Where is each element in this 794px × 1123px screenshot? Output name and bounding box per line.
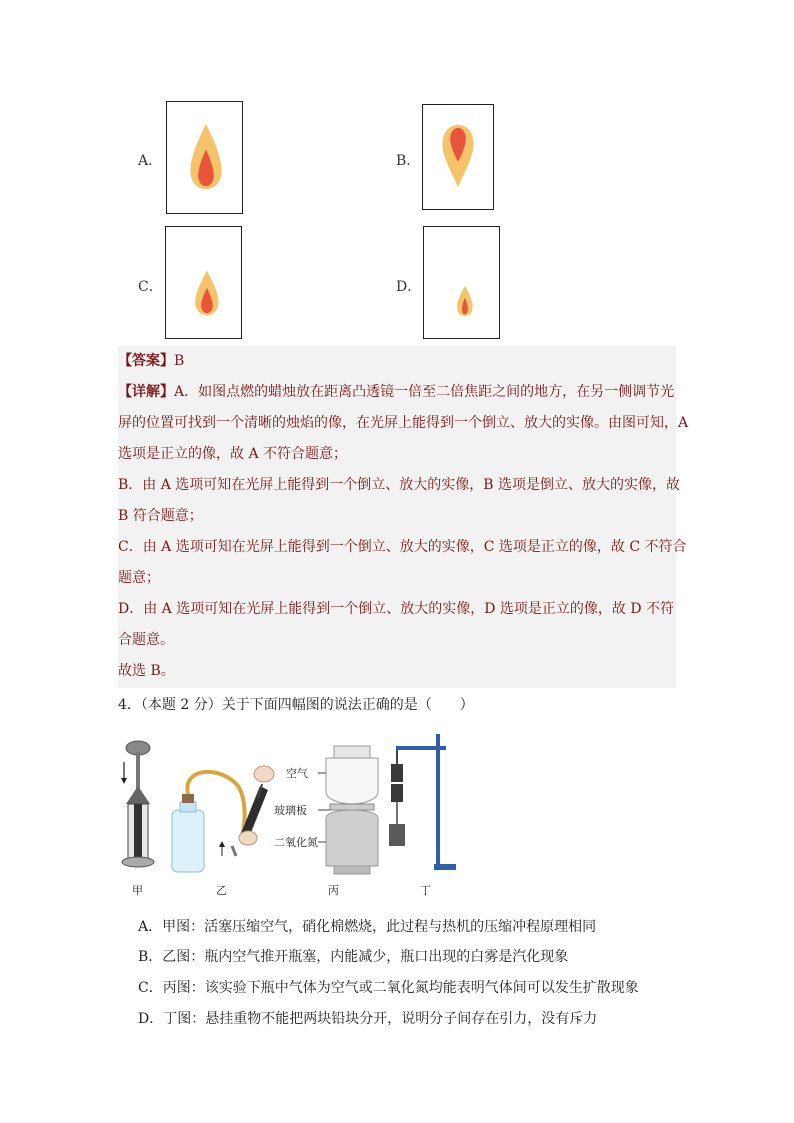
figure-bing-diffusion-jars [318,746,378,874]
figure-label-bing: 丙 [328,884,339,897]
detail-line-1 [118,377,674,408]
option-c-flame-image [165,226,242,339]
detail-line-2: 屏的位置可找到一个清晰的烛焰的像，在光屏上能得到一个倒立、放大的实像。由图可知，A [118,415,689,431]
answer-label: 【答案】 [118,353,174,369]
option-d-letter: D． [396,279,422,295]
option-a-flame-image [166,101,243,214]
answer-value: B [174,353,185,369]
answer-explanation-block [118,346,689,688]
option-b-flame-image [422,104,494,210]
figure-label-ding: 丁 [420,884,431,897]
question-4-choice-c: C．丙图：该实验下瓶中气体为空气或二氧化氮均能表明气体间可以发生扩散现象 [138,980,639,996]
flame-upright-medium-icon [166,227,241,338]
question-4-choice-a: A．甲图：活塞压缩空气，硝化棉燃烧，此过程与热机的压缩冲程原理相同 [138,919,597,935]
detail-label: 【详解】 [118,384,174,400]
detail-line-5: B 符合题意； [118,508,203,524]
detail-line-8: D．由 A 选项可知在光屏上能得到一个倒立、放大的实像，D 选项是正立的像，故 D 不符 [118,601,675,617]
jar-label-glass-plate: 玻璃板 [274,804,307,817]
detail-line-7: 题意； [118,570,160,586]
option-a-letter: A． [138,153,163,169]
question-4-choice-d: D．丁图：悬挂重物不能把两块铅块分开，说明分子间存在引力，没有斥力 [138,1011,598,1027]
detail-line-9: 合题意。 [118,632,174,648]
figure-label-yi: 乙 [216,884,227,897]
flame-upright-small-icon [424,227,499,338]
question-4-choice-b: B．乙图：瓶内空气推开瓶塞，内能减少，瓶口出现的白雾是汽化现象 [138,949,569,965]
answer-line [118,346,184,377]
figure-ding-lead-blocks [389,734,456,870]
flame-upright-large-icon [167,102,242,213]
option-d-flame-image [423,226,500,339]
figure-jia-compression-device [121,741,154,867]
flame-inverted-icon [423,105,493,209]
jar-label-air: 空气 [286,767,308,780]
detail-line-10: 故选 B。 [118,663,175,679]
detail-line-4: B．由 A 选项可知在光屏上能得到一个倒立、放大的实像，B 选项是倒立、放大的实像，故 [118,477,681,493]
detail-text: A．如图点燃的蜡烛放在距离凸透镜一倍至二倍焦距之间的地方，在另一侧调节光 [174,384,675,400]
figure-label-jia: 甲 [132,884,143,897]
detail-line-3: 选项是正立的像，故 A 不符合题意； [118,446,348,462]
question-4-stem: 4．（本题 2 分）关于下面四幅图的说法正确的是（ ） [118,697,474,713]
question-4-figures [112,726,462,902]
jar-label-no2: 二氧化氮 [274,836,318,849]
option-c-letter: C． [138,279,163,295]
figure-yi-bottle-pump [172,766,274,872]
option-b-letter: B． [396,153,421,169]
detail-line-6: C．由 A 选项可知在光屏上能得到一个倒立、放大的实像，C 选项是正立的像，故 C 不符合 [118,539,687,555]
